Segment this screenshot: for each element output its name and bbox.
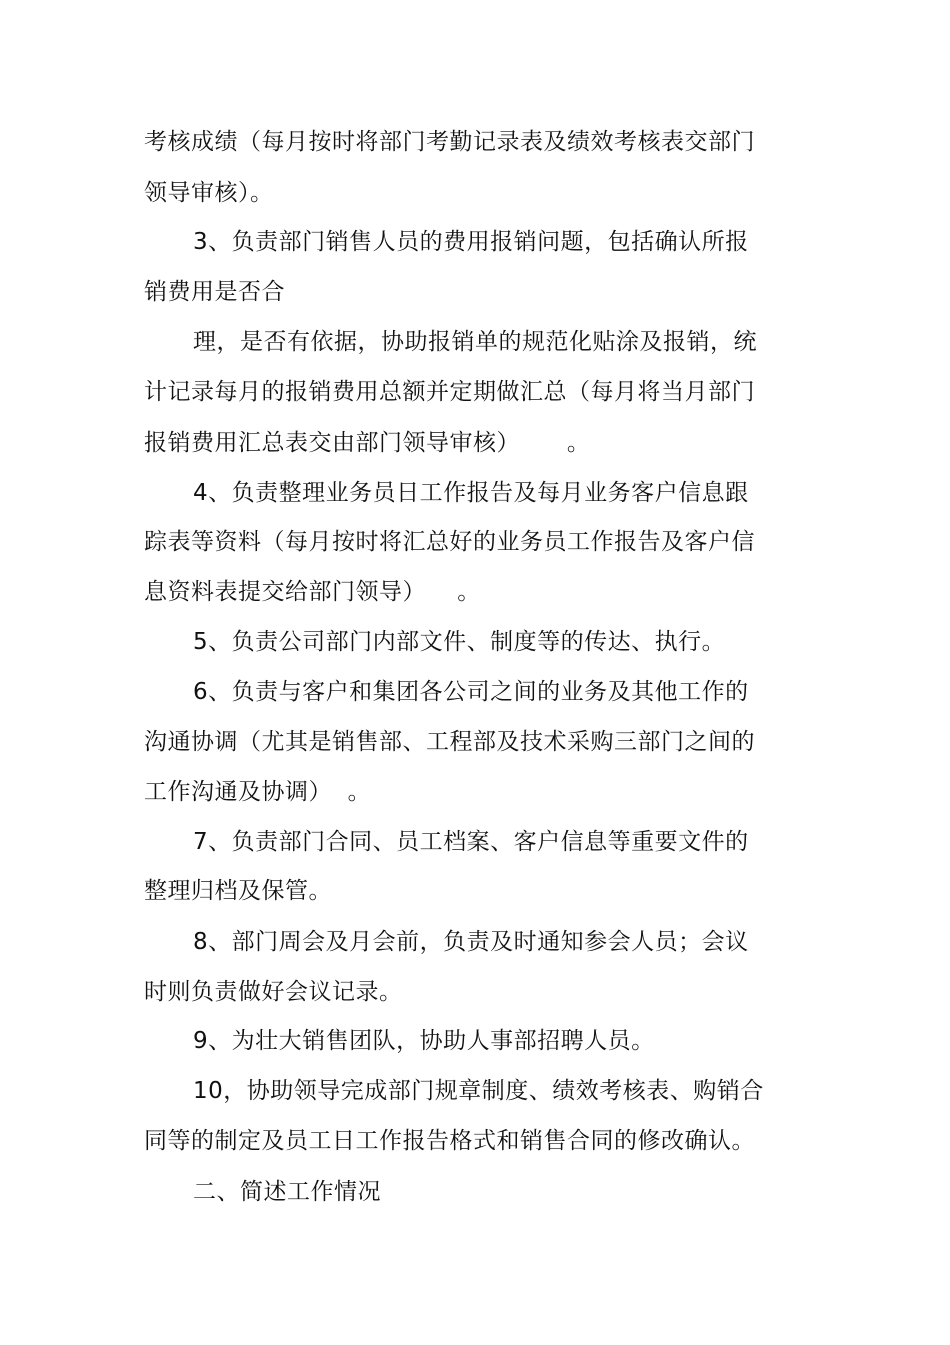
text-line: 沟通协调（尤其是销售部、工程部及技术采购三部门之间的 <box>144 729 755 755</box>
text-line: 计记录每月的报销费用总额并定期做汇总（每月将当月部门 <box>144 379 755 405</box>
text-line: 报销费用汇总表交由部门领导审核） 。 <box>144 430 591 456</box>
text-line: 9、为壮大销售团队，协助人事部招聘人员。 <box>193 1028 655 1054</box>
text-line: 领导审核）。 <box>144 180 274 206</box>
text-line: 8、部门周会及月会前，负责及时通知参会人员；会议 <box>193 929 749 955</box>
text-line: 10，协助领导完成部门规章制度、绩效考核表、购销合 <box>193 1078 764 1104</box>
text-line: 时则负责做好会议记录。 <box>144 979 403 1005</box>
text-line: 工作沟通及协调） 。 <box>144 779 372 805</box>
text-line: 息资料表提交给部门领导） 。 <box>144 579 481 605</box>
text-line: 整理归档及保管。 <box>144 878 332 904</box>
text-line: 考核成绩（每月按时将部门考勤记录表及绩效考核表交部门 <box>144 129 755 155</box>
text-line: 5、负责公司部门内部文件、制度等的传达、执行。 <box>193 629 726 655</box>
text-line: 6、负责与客户和集团各公司之间的业务及其他工作的 <box>193 679 749 705</box>
text-line: 同等的制定及员工日工作报告格式和销售合同的修改确认。 <box>144 1128 755 1154</box>
text-line: 4、负责整理业务员日工作报告及每月业务客户信息跟 <box>193 480 749 506</box>
text-line: 7、负责部门合同、员工档案、客户信息等重要文件的 <box>193 829 749 855</box>
section-heading: 二、简述工作情况 <box>193 1179 381 1205</box>
text-line: 销费用是否合 <box>144 279 285 305</box>
text-line: 3、负责部门销售人员的费用报销问题，包括确认所报 <box>193 229 749 255</box>
text-line: 踪表等资料（每月按时将汇总好的业务员工作报告及客户信 <box>144 529 755 555</box>
text-line: 理，是否有依据，协助报销单的规范化贴涂及报销，统 <box>193 329 757 355</box>
